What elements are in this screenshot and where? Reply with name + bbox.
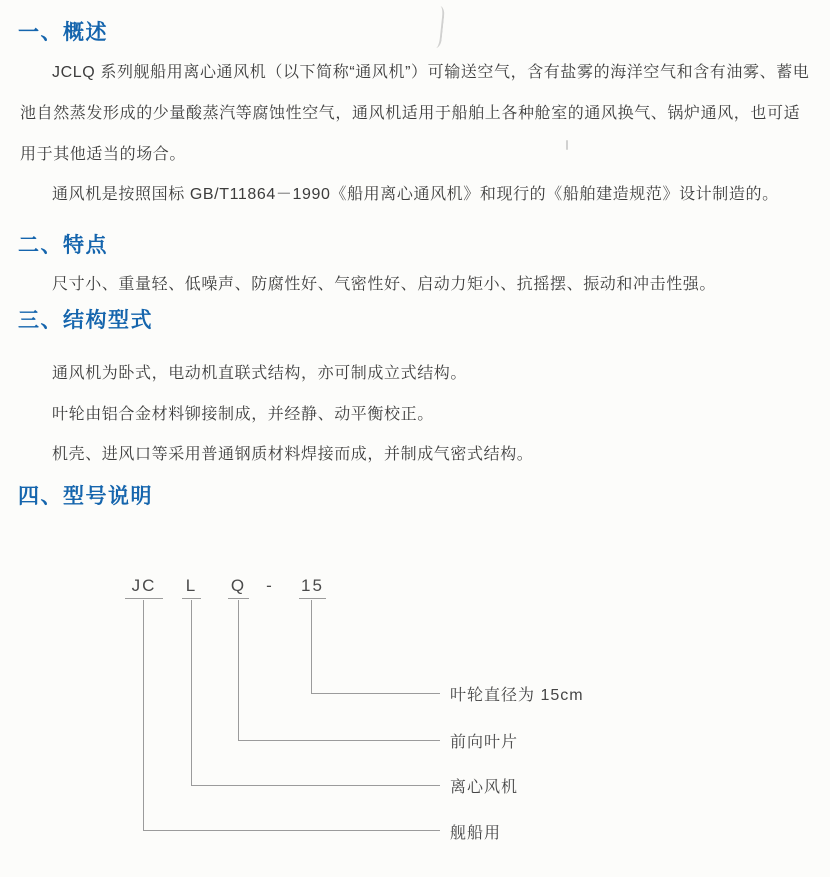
code-part-size: 15 bbox=[299, 577, 326, 599]
leader-hline-series bbox=[143, 830, 440, 831]
paragraph-features: 尺寸小、重量轻、低噪声、防腐性好、气密性好、启动力矩小、抗摇摆、振动和冲击性强。 bbox=[52, 276, 717, 293]
code-part-blade: Q bbox=[228, 577, 249, 599]
paragraph-structure-3: 机壳、进风口等采用普通钢质材料焊接而成，并制成气密式结构。 bbox=[52, 446, 534, 463]
leader-hline-size bbox=[311, 693, 440, 694]
paragraph-structure-1: 通风机为卧式，电动机直联式结构，亦可制成立式结构。 bbox=[52, 365, 468, 382]
diagram-label-type: 离心风机 bbox=[450, 779, 519, 796]
code-part-type: L bbox=[182, 577, 201, 599]
leader-vline-series bbox=[143, 600, 144, 830]
leader-vline-type bbox=[191, 600, 192, 785]
paragraph-overview-2: 通风机是按照国标 GB/T11864－1990《船用离心通风机》和现行的《船舶建造规范》设计制造的。 bbox=[52, 186, 779, 203]
leader-hline-blade bbox=[238, 740, 440, 741]
paragraph-overview-1: JCLQ 系列舰船用离心通风机（以下简称“通风机”）可输送空气，含有盐雾的海洋空气和含有油雾、蓄电池自然蒸发形成的少量酸蒸汽等腐蚀性空气，通风机适用于船舶上各种舱室的通风换气、锅炉通风，也可适用于其他适当的场合。 bbox=[20, 64, 810, 163]
paragraph-structure-2: 叶轮由铝合金材料铆接制成，并经静、动平衡校正。 bbox=[52, 406, 434, 423]
heading-features: 二、特点 bbox=[18, 234, 108, 257]
scan-artifact bbox=[431, 6, 445, 49]
code-part-series: JC bbox=[125, 577, 163, 599]
code-part-dash: - bbox=[266, 576, 272, 595]
heading-overview: 一、概述 bbox=[18, 21, 108, 44]
diagram-label-blade: 前向叶片 bbox=[450, 734, 519, 751]
heading-model: 四、型号说明 bbox=[18, 485, 153, 508]
leader-vline-size bbox=[311, 600, 312, 693]
leader-hline-type bbox=[191, 785, 440, 786]
heading-structure: 三、结构型式 bbox=[18, 309, 153, 332]
diagram-label-series: 舰船用 bbox=[450, 825, 502, 842]
diagram-label-size: 叶轮直径为 15cm bbox=[450, 687, 584, 704]
leader-vline-blade bbox=[238, 600, 239, 740]
